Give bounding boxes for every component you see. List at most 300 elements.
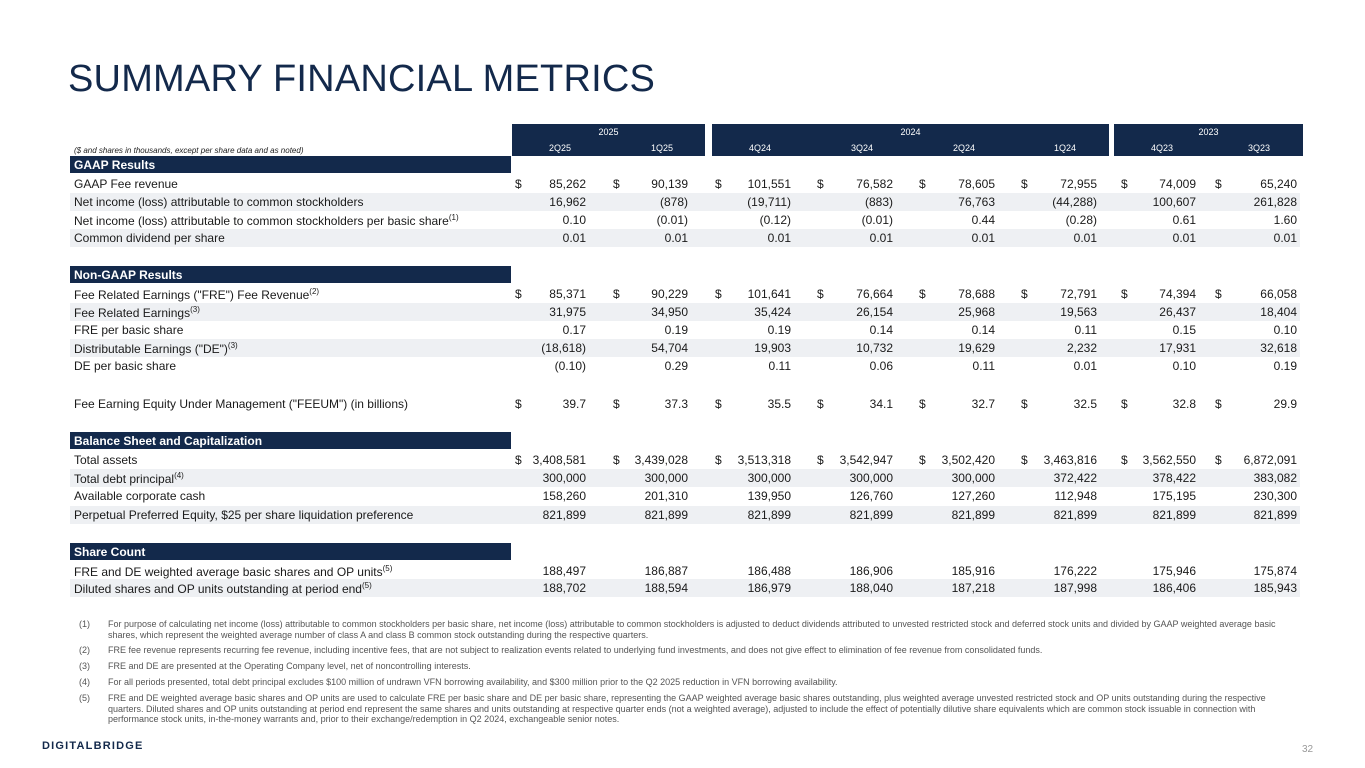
- value-cell: [1121, 489, 1196, 503]
- value-cell: [919, 177, 995, 191]
- currency-symbol: $: [919, 453, 926, 467]
- value-cell: [817, 397, 893, 411]
- table-row: [70, 229, 1300, 247]
- row-label-text: Available corporate cash: [74, 489, 206, 503]
- value-cell: [515, 581, 586, 595]
- value-cell: [1215, 359, 1297, 373]
- row-label-text: Net income (loss) attributable to common stockholders per basic share: [74, 214, 449, 228]
- row-label-text: Common dividend per share: [74, 231, 225, 245]
- value-cell: [1121, 453, 1196, 467]
- row-label-text: Distributable Earnings ("DE"): [74, 342, 228, 356]
- currency-symbol: $: [715, 287, 722, 301]
- value-cell: [1021, 508, 1097, 522]
- value-text: (0.10): [554, 359, 586, 373]
- row-label-text: DE per basic share: [74, 359, 177, 373]
- value-text: 185,943: [1253, 581, 1297, 595]
- value-cell: [515, 323, 586, 337]
- currency-symbol: $: [1021, 287, 1028, 301]
- value-cell: [613, 564, 688, 578]
- value-cell: [515, 471, 586, 485]
- value-text: 230,300: [1253, 489, 1297, 503]
- value-cell: [613, 341, 688, 355]
- value-text: 821,899: [849, 508, 893, 522]
- section-title: GAAP Results: [74, 158, 156, 172]
- value-text: 26,437: [1159, 305, 1196, 319]
- year-label: 2025: [598, 127, 619, 137]
- row-label: [74, 305, 200, 320]
- value-cell: [613, 195, 688, 209]
- value-text: 127,260: [951, 489, 995, 503]
- table-row: [70, 506, 1300, 524]
- value-cell: [515, 359, 586, 373]
- footnote-number: (5): [79, 693, 90, 703]
- value-text: 176,222: [1053, 564, 1097, 578]
- value-cell: [1215, 341, 1297, 355]
- value-text: 29.9: [1273, 397, 1297, 411]
- value-text: 101,551: [747, 177, 791, 191]
- footnote-ref: (1): [448, 213, 459, 222]
- currency-symbol: $: [817, 397, 824, 411]
- value-text: 0.01: [767, 231, 791, 245]
- value-text: 76,664: [856, 287, 893, 301]
- value-text: (0.28): [1065, 213, 1097, 227]
- value-cell: [1121, 581, 1196, 595]
- row-label: [74, 508, 413, 522]
- row-label-text: Diluted shares and OP units outstanding at period end: [74, 582, 362, 596]
- currency-symbol: $: [919, 397, 926, 411]
- value-cell: [715, 489, 791, 503]
- currency-symbol: $: [919, 287, 926, 301]
- value-text: 3,513,318: [737, 453, 791, 467]
- value-cell: [1215, 323, 1297, 337]
- section-header: [70, 432, 511, 449]
- row-label-text: Fee Earning Equity Under Management ("FEEUM") (in billions): [74, 397, 408, 411]
- value-cell: [919, 287, 995, 301]
- currency-symbol: $: [613, 177, 620, 191]
- footnote-ref: (5): [382, 564, 393, 573]
- row-label-text: Perpetual Preferred Equity, $25 per share liquidation preference: [74, 508, 414, 522]
- row-label-text: GAAP Fee revenue: [74, 177, 178, 191]
- currency-symbol: $: [515, 177, 522, 191]
- value-text: 0.10: [562, 213, 586, 227]
- value-cell: [1215, 489, 1297, 503]
- value-cell: [1021, 177, 1097, 191]
- value-text: 188,702: [542, 581, 586, 595]
- value-text: 175,874: [1253, 564, 1297, 578]
- currency-symbol: $: [1121, 177, 1128, 191]
- footnote-ref: (3): [190, 305, 200, 314]
- section-header: [70, 156, 511, 173]
- value-cell: [1021, 341, 1097, 355]
- value-text: 821,899: [1152, 508, 1196, 522]
- value-text: 126,760: [849, 489, 893, 503]
- value-text: 0.10: [1172, 359, 1196, 373]
- value-cell: [1121, 213, 1196, 227]
- value-cell: [817, 471, 893, 485]
- value-text: 188,594: [644, 581, 688, 595]
- table-row: [70, 451, 1300, 469]
- value-text: 2,232: [1066, 341, 1097, 355]
- value-text: 100,607: [1152, 195, 1196, 209]
- year-label: 2023: [1198, 127, 1219, 137]
- footnote-number: (3): [79, 661, 90, 671]
- value-cell: [1215, 305, 1297, 319]
- value-cell: [1121, 195, 1196, 209]
- value-cell: [613, 489, 688, 503]
- value-text: 0.01: [1172, 231, 1196, 245]
- value-text: (44,288): [1052, 195, 1097, 209]
- value-cell: [817, 287, 893, 301]
- value-cell: [817, 453, 893, 467]
- row-label-text: Total debt principal: [74, 472, 175, 486]
- value-text: 32.8: [1172, 397, 1196, 411]
- currency-symbol: $: [1121, 453, 1128, 467]
- value-text: 74,009: [1159, 177, 1196, 191]
- quarter-header: 3Q24: [850, 143, 874, 153]
- value-text: 0.01: [1273, 231, 1297, 245]
- value-cell: [613, 581, 688, 595]
- value-text: 0.06: [869, 359, 893, 373]
- row-label: [74, 564, 392, 579]
- value-cell: [1021, 453, 1097, 467]
- value-cell: [817, 231, 893, 245]
- value-text: 0.01: [869, 231, 893, 245]
- value-text: 0.19: [1273, 359, 1297, 373]
- value-text: 10,732: [856, 341, 893, 355]
- value-text: 821,899: [1053, 508, 1097, 522]
- value-cell: [715, 305, 791, 319]
- value-text: 32,618: [1260, 341, 1297, 355]
- value-text: 101,641: [747, 287, 791, 301]
- value-cell: [613, 359, 688, 373]
- value-cell: [817, 359, 893, 373]
- table-row: [70, 487, 1300, 505]
- table-row: [70, 211, 1300, 229]
- value-text: 0.11: [972, 359, 995, 373]
- value-cell: [919, 323, 995, 337]
- value-text: 76,582: [856, 177, 893, 191]
- footnote-ref: (2): [309, 287, 320, 296]
- value-text: 0.19: [767, 323, 791, 337]
- value-text: 35.5: [767, 397, 791, 411]
- currency-symbol: $: [1121, 287, 1128, 301]
- section-header: [70, 266, 511, 283]
- value-cell: [715, 177, 791, 191]
- table-row: [70, 395, 1300, 413]
- value-cell: [613, 508, 688, 522]
- value-cell: [1215, 397, 1297, 411]
- row-label: [74, 195, 363, 209]
- value-text: 3,439,028: [634, 453, 688, 467]
- row-label-text: Fee Related Earnings: [74, 306, 191, 320]
- value-text: (0.12): [759, 213, 791, 227]
- value-cell: [817, 581, 893, 595]
- value-cell: [515, 453, 586, 467]
- value-text: 19,629: [958, 341, 995, 355]
- value-text: 378,422: [1152, 471, 1196, 485]
- value-cell: [919, 397, 995, 411]
- value-cell: [1215, 453, 1297, 467]
- value-cell: [715, 231, 791, 245]
- value-text: 186,406: [1152, 581, 1196, 595]
- value-text: 0.14: [869, 323, 893, 337]
- row-label-text: FRE and DE weighted average basic shares and OP units: [74, 565, 383, 579]
- value-cell: [715, 453, 791, 467]
- row-label-text: FRE per basic share: [74, 323, 184, 337]
- currency-symbol: $: [1215, 177, 1222, 191]
- value-text: 18,404: [1260, 305, 1297, 319]
- value-cell: [817, 508, 893, 522]
- value-cell: [715, 581, 791, 595]
- value-cell: [1215, 471, 1297, 485]
- value-text: 65,240: [1260, 177, 1297, 191]
- value-cell: [1021, 397, 1097, 411]
- value-text: 372,422: [1053, 471, 1097, 485]
- value-cell: [1021, 323, 1097, 337]
- value-cell: [919, 305, 995, 319]
- currency-symbol: $: [715, 453, 722, 467]
- currency-symbol: $: [1215, 287, 1222, 301]
- currency-symbol: $: [515, 287, 522, 301]
- table-row: [70, 357, 1300, 375]
- page-number: 32: [1302, 744, 1314, 755]
- value-text: 26,154: [856, 305, 893, 319]
- section-title: Non-GAAP Results: [74, 268, 183, 282]
- value-text: 3,542,947: [839, 453, 893, 467]
- value-cell: [1021, 564, 1097, 578]
- value-text: 186,979: [747, 581, 791, 595]
- value-cell: [919, 471, 995, 485]
- footnote-text: For purpose of calculating net income (loss) attributable to common stockholders per basic share, net income (loss) attributable to common stockholders is adjusted to deduct dividends attributed to unvested restricted stock and deferred stock units and divided by GAAP weighted average basic shares, which represent the weighted average number of class A and class B common stock outstanding during the respective quarters.: [108, 619, 1276, 640]
- units-note: ($ and shares in thousands, except per share data and as noted): [74, 146, 304, 155]
- value-text: 821,899: [951, 508, 995, 522]
- currency-symbol: $: [1021, 177, 1028, 191]
- value-cell: [613, 397, 688, 411]
- value-cell: [1121, 471, 1196, 485]
- value-cell: [919, 231, 995, 245]
- value-text: 300,000: [951, 471, 995, 485]
- quarter-header: 2Q24: [952, 143, 976, 153]
- value-cell: [1021, 287, 1097, 301]
- value-cell: [1021, 213, 1097, 227]
- value-cell: [1121, 397, 1196, 411]
- value-cell: [613, 471, 688, 485]
- section-header: [70, 543, 511, 560]
- quarter-header: 1Q25: [650, 143, 674, 153]
- footnote-number: (1): [79, 619, 90, 629]
- currency-symbol: $: [1021, 397, 1028, 411]
- section-title: Balance Sheet and Capitalization: [74, 434, 263, 448]
- value-text: 72,791: [1060, 287, 1097, 301]
- footnote-text: For all periods presented, total debt principal excludes $100 million of undrawn VFN borrowing availability, and $300 million prior to the Q2 2025 reduction in VFN borrowing availability.: [108, 677, 838, 687]
- value-cell: [1121, 508, 1196, 522]
- value-text: 90,229: [651, 287, 688, 301]
- value-cell: [817, 489, 893, 503]
- value-text: 300,000: [747, 471, 791, 485]
- value-text: 74,394: [1159, 287, 1196, 301]
- value-cell: [613, 213, 688, 227]
- value-cell: [919, 195, 995, 209]
- value-text: (0.01): [861, 213, 893, 227]
- value-text: 0.10: [1273, 323, 1297, 337]
- row-label: [74, 581, 372, 596]
- value-text: 32.7: [971, 397, 995, 411]
- value-cell: [515, 305, 586, 319]
- value-text: 186,906: [849, 564, 893, 578]
- value-cell: [817, 213, 893, 227]
- value-text: 16,962: [549, 195, 586, 209]
- value-cell: [613, 323, 688, 337]
- value-cell: [919, 341, 995, 355]
- value-text: 175,195: [1152, 489, 1196, 503]
- value-cell: [1215, 195, 1297, 209]
- value-cell: [715, 195, 791, 209]
- value-cell: [515, 213, 586, 227]
- value-cell: [1121, 231, 1196, 245]
- value-cell: [515, 564, 586, 578]
- value-text: 1.60: [1273, 213, 1297, 227]
- value-text: 0.17: [562, 323, 586, 337]
- value-text: 261,828: [1253, 195, 1297, 209]
- value-cell: [1215, 177, 1297, 191]
- footnote-text: FRE fee revenue represents recurring fee revenue, including incentive fees, that are not subject to realization events related to underlying fund investments, and does not give effect to elimination of fee revenue from consolidated funds.: [108, 645, 1043, 655]
- value-cell: [515, 231, 586, 245]
- value-text: 34.1: [869, 397, 893, 411]
- value-text: 72,955: [1060, 177, 1097, 191]
- value-text: 0.01: [1073, 359, 1097, 373]
- value-text: 821,899: [1253, 508, 1297, 522]
- value-cell: [1021, 489, 1097, 503]
- section-title: Share Count: [74, 545, 146, 559]
- value-text: 76,763: [958, 195, 995, 209]
- row-label-text: Net income (loss) attributable to common stockholders: [74, 195, 364, 209]
- value-cell: [715, 323, 791, 337]
- quarter-header: 4Q23: [1150, 143, 1174, 153]
- currency-symbol: $: [1021, 453, 1028, 467]
- value-text: 300,000: [644, 471, 688, 485]
- value-cell: [613, 453, 688, 467]
- row-label: [74, 287, 319, 302]
- value-cell: [1021, 471, 1097, 485]
- row-label: [74, 397, 408, 411]
- footnote-text: FRE and DE are presented at the Operating Company level, net of noncontrolling interests.: [108, 661, 471, 671]
- value-cell: [715, 471, 791, 485]
- currency-symbol: $: [817, 453, 824, 467]
- value-text: 3,562,550: [1142, 453, 1196, 467]
- value-cell: [919, 213, 995, 227]
- value-cell: [817, 564, 893, 578]
- value-text: 78,688: [958, 287, 995, 301]
- value-cell: [715, 341, 791, 355]
- value-cell: [1215, 581, 1297, 595]
- digitalbridge-logo: DIGITALBRIDGE: [42, 740, 144, 752]
- value-text: 6,872,091: [1243, 453, 1297, 467]
- currency-symbol: $: [1215, 397, 1222, 411]
- value-cell: [1215, 287, 1297, 301]
- value-text: 300,000: [849, 471, 893, 485]
- value-cell: [515, 397, 586, 411]
- value-text: 0.01: [971, 231, 995, 245]
- value-cell: [1121, 305, 1196, 319]
- value-text: 0.14: [971, 323, 995, 337]
- footnote-ref: (4): [174, 471, 184, 480]
- value-cell: [515, 195, 586, 209]
- value-cell: [817, 323, 893, 337]
- table-row: [70, 579, 1300, 597]
- value-text: 158,260: [542, 489, 586, 503]
- value-text: 19,903: [754, 341, 791, 355]
- value-text: 185,916: [951, 564, 995, 578]
- row-label: [74, 489, 205, 503]
- year-header-2024: [712, 124, 1109, 156]
- value-text: 0.15: [1172, 323, 1196, 337]
- value-text: 0.01: [664, 231, 688, 245]
- value-cell: [919, 489, 995, 503]
- value-cell: [1021, 195, 1097, 209]
- currency-symbol: $: [1121, 397, 1128, 411]
- currency-symbol: $: [919, 177, 926, 191]
- value-text: 3,408,581: [532, 453, 586, 467]
- value-cell: [1021, 231, 1097, 245]
- value-cell: [919, 564, 995, 578]
- row-label: [74, 323, 183, 337]
- value-cell: [515, 489, 586, 503]
- value-text: 0.11: [1074, 323, 1097, 337]
- value-text: 54,704: [651, 341, 688, 355]
- value-cell: [1121, 177, 1196, 191]
- currency-symbol: $: [715, 177, 722, 191]
- value-text: 90,139: [651, 177, 688, 191]
- value-cell: [817, 341, 893, 355]
- value-text: 31,975: [549, 305, 586, 319]
- footnote-text: FRE and DE weighted average basic shares and OP units are used to calculate FRE per basic share and DE per basic share, representing the GAAP weighted average basic shares outstanding, plus weighted average unvested restricted stock and OP units outstanding during the respective quarters. Diluted shares and OP units outstanding at period end represent the same shares and units outstanding at respective quarter ends (not a weighted average), adjusted to include the effect of potentially dilutive share equivalents which are common stock issuable in connection with performance stock units, in-the-money warrants and, prior to their exchange/redemption in Q2 2024, exchangeable senior notes.: [108, 693, 1266, 724]
- footnote-ref: (3): [227, 341, 238, 350]
- value-cell: [515, 508, 586, 522]
- value-text: 66,058: [1260, 287, 1297, 301]
- footnote-ref: (5): [361, 581, 372, 590]
- value-text: 188,040: [849, 581, 893, 595]
- row-label: [74, 213, 459, 228]
- currency-symbol: $: [817, 287, 824, 301]
- value-cell: [715, 213, 791, 227]
- value-text: 187,998: [1053, 581, 1097, 595]
- value-text: (0.01): [656, 213, 688, 227]
- table-row: [70, 193, 1300, 211]
- row-label: [74, 359, 176, 373]
- quarter-header: 4Q24: [748, 143, 772, 153]
- value-cell: [515, 341, 586, 355]
- value-cell: [1021, 305, 1097, 319]
- currency-symbol: $: [613, 453, 620, 467]
- value-text: 0.61: [1172, 213, 1196, 227]
- value-text: 37.3: [664, 397, 688, 411]
- value-text: 300,000: [542, 471, 586, 485]
- value-text: 85,371: [549, 287, 586, 301]
- value-cell: [515, 287, 586, 301]
- value-cell: [613, 177, 688, 191]
- value-text: 175,946: [1152, 564, 1196, 578]
- value-text: (19,711): [747, 195, 791, 209]
- value-cell: [715, 287, 791, 301]
- value-cell: [613, 305, 688, 319]
- value-text: 201,310: [644, 489, 688, 503]
- value-text: 821,899: [747, 508, 791, 522]
- row-label: [74, 471, 184, 486]
- value-text: 188,497: [542, 564, 586, 578]
- value-text: 3,463,816: [1043, 453, 1097, 467]
- currency-symbol: $: [1215, 453, 1222, 467]
- value-cell: [715, 508, 791, 522]
